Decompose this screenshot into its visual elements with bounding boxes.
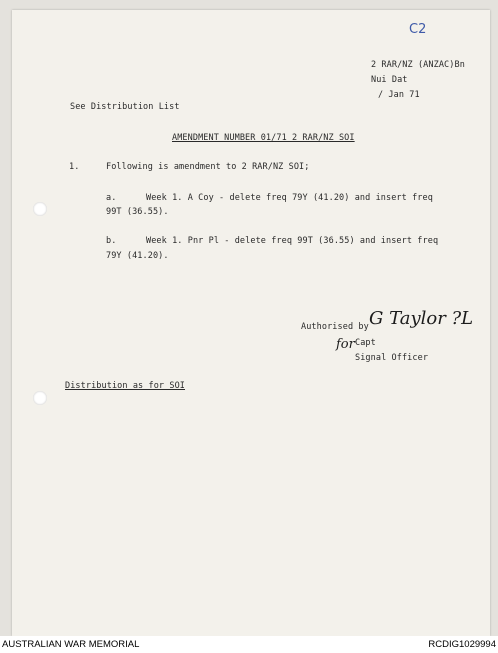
- item-letter: b.: [106, 236, 117, 246]
- paragraph-number: 1.: [69, 162, 80, 172]
- item-text: Week 1. A Coy - delete freq 79Y (41.20) and insert freq: [146, 193, 433, 203]
- position: Signal Officer: [355, 353, 429, 363]
- archive-name: AUSTRALIAN WAR MEMORIAL: [2, 639, 140, 650]
- item-letter: a.: [106, 193, 117, 203]
- unit-heading: 2 RAR/NZ (ANZAC)Bn: [371, 60, 465, 70]
- record-id: RCDIG1029994: [428, 639, 496, 650]
- punch-hole: [33, 391, 47, 405]
- item-text: 79Y (41.20).: [106, 251, 169, 261]
- document-title: AMENDMENT NUMBER 01/71 2 RAR/NZ SOI: [172, 133, 355, 143]
- for-mark: for: [336, 337, 355, 352]
- punch-hole: [33, 202, 47, 216]
- item-text: 99T (36.55).: [106, 207, 169, 217]
- page-reference-mark: C2: [409, 22, 427, 37]
- rank: Capt: [355, 338, 376, 348]
- date: / Jan 71: [378, 90, 420, 100]
- location: Nui Dat: [371, 75, 408, 85]
- authorised-by-label: Authorised by: [301, 322, 369, 332]
- addressee: See Distribution List: [70, 102, 180, 112]
- paragraph-text: Following is amendment to 2 RAR/NZ SOI;: [106, 162, 310, 172]
- item-text: Week 1. Pnr Pl - delete freq 99T (36.55) and insert freq: [146, 236, 439, 246]
- distribution-line: Distribution as for SOI: [65, 381, 186, 391]
- signature: G Taylor ?L: [369, 308, 474, 329]
- archive-footer: [0, 636, 498, 653]
